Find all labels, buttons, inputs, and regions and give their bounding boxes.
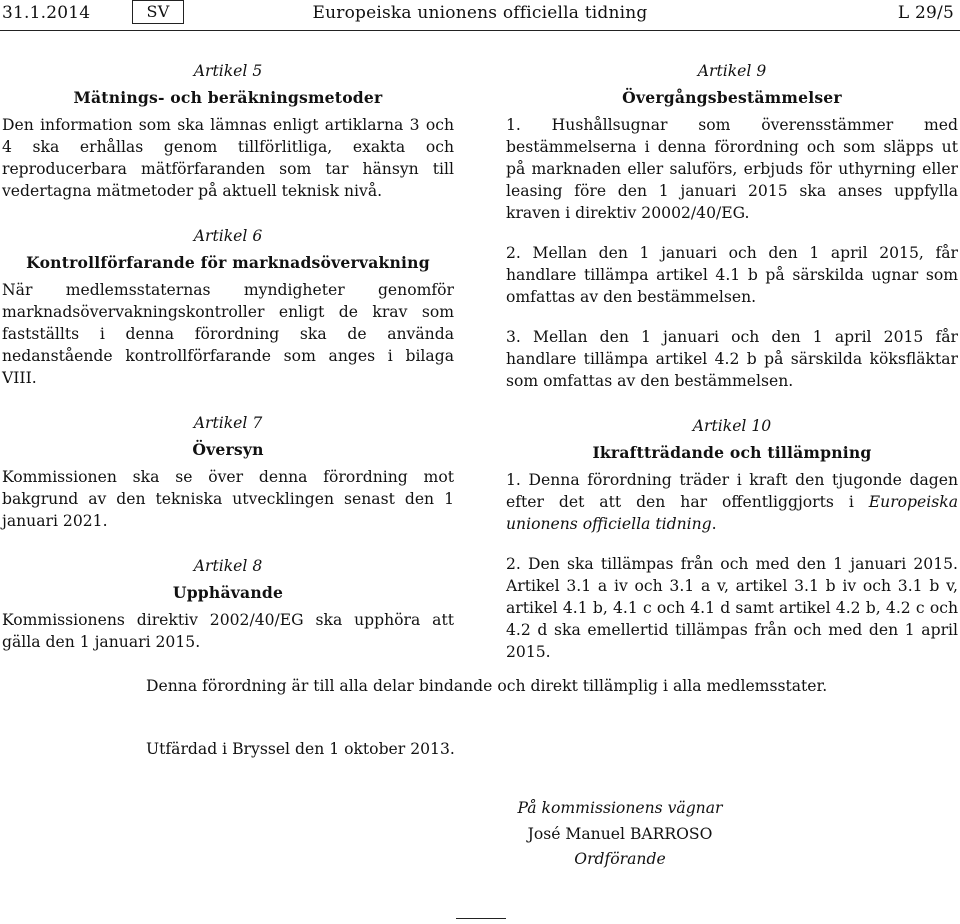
article-7 [2,412,454,532]
article-text: Kommissionens direktiv 2002/40/EG ska upphöra att gälla den 1 januari 2015. [2,611,454,651]
header-date: 31.1.2014 [2,3,91,23]
paragraph-end: . [711,515,717,533]
article-number: Artikel 7 [193,414,263,432]
signature-on-behalf: På kommissionens vägnar [517,799,723,817]
article-title: Ikraftträdande och tillämpning [592,443,872,462]
page-reference: L 29/5 [897,3,954,23]
article-5 [2,60,454,202]
article-10 [506,415,958,663]
journal-title: Europeiska unionens officiella tidning [312,3,648,23]
article-paragraph-3: 3. Mellan den 1 januari och den 1 april 2015 får handlare tillämpa artikel 4.2 b på särskilda köksfläktar som omfattas av den bestämmelsen. [506,328,958,390]
done-at-statement: Utfärdad i Bryssel den 1 oktober 2013. [146,740,455,758]
article-text: När medlemsstaternas myndigheter genomför marknadsövervakningskontroller enligt de krav som fastställts i denna förordning ska de använda nedanstående kontrollförfarande som anges i bilaga VIII. [2,281,454,387]
article-title: Mätnings- och beräkningsmetoder [73,88,383,107]
footnote-rule [456,918,506,919]
article-6 [2,225,454,389]
paragraph-text: 1. Denna förordning träder i kraft den tjugonde dagen efter det att den har offentliggjorts i [506,471,958,511]
language-badge: SV [132,0,184,24]
article-text: Kommissionen ska se över denna förordning mot bakgrund av den tekniska utvecklingen senast den 1 januari 2021. [2,468,454,530]
article-title: Översyn [192,440,264,459]
article-number: Artikel 5 [193,62,263,80]
article-number: Artikel 10 [692,417,772,435]
header-rule [0,30,960,31]
signatory-role: Ordförande [574,850,666,868]
binding-statement: Denna förordning är till alla delar bindande och direkt tillämplig i alla medlemsstater. [146,677,828,695]
article-paragraph-2: 2. Den ska tillämpas från och med den 1 januari 2015. Artikel 3.1 a iv och 3.1 a v, artikel 3.1 b iv och 3.1 b v, artikel 4.1 b, 4.1 c och 4.1 d samt artikel 4.2 b, 4.2 c och 4.2 d ska emellertid tillämpas från och med den 1 april 2015. [506,555,958,661]
article-number: Artikel 6 [193,227,263,245]
article-8 [2,555,454,653]
left-column [2,60,454,653]
article-9 [506,60,958,392]
journal-reference: Europeiska unionens officiella tidning [506,493,958,533]
article-paragraph-1 [506,469,958,535]
page-header [0,0,960,28]
article-text: Den information som ska lämnas enligt artiklarna 3 och 4 ska erhållas genom tillförlitliga, exakta och reproducerbara mätförfaranden som tar hänsyn till vedertagna mätmetoder på aktuell teknisk nivå. [2,116,454,200]
article-title: Övergångsbestämmelser [622,88,842,107]
article-paragraph-2: 2. Mellan den 1 januari och den 1 april 2015, får handlare tillämpa artikel 4.1 b på särskilda ugnar som omfattas av den bestämmelsen. [506,244,958,306]
article-title: Upphävande [172,583,284,602]
article-number: Artikel 8 [193,557,263,575]
signatory-name: José Manuel BARROSO [527,825,713,843]
article-number: Artikel 9 [697,62,767,80]
article-title: Kontrollförfarande för marknadsövervakning [26,253,430,272]
article-paragraph-1: 1. Hushållsugnar som överensstämmer med bestämmelserna i denna förordning och som släpps ut på marknaden eller saluförs, erbjuds för uthyrning eller leasing före den 1 januari 2015 ska anses uppfylla kraven i direktiv 20002/40/EG. [506,116,958,222]
right-column [506,60,958,663]
